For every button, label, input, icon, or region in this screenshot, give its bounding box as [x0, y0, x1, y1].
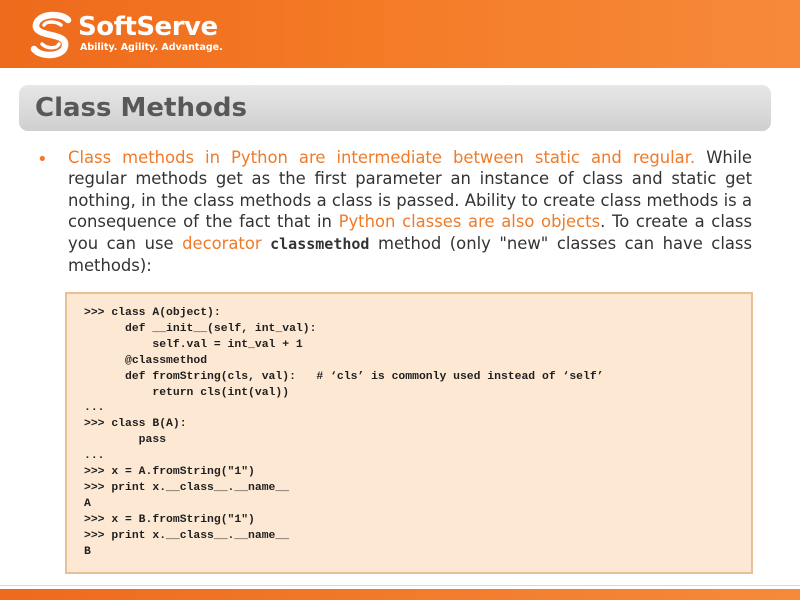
brand-tagline: Ability. Agility. Advantage.	[80, 42, 223, 53]
code-listing: >>> class A(object): def __init__(self, int_val): self.val = int_val + 1 @classmethod def fromString(cls, val): # ‘cls’ is commonly used instead of ‘self’ return cls(int(val)) ... >>> class B(A): pass ... >>> x = A.fromString("1") >>> print x.__class__.__name__ A >>> x = B.fromString("1") >>> print x.__class__.__name__ B	[84, 307, 604, 558]
brand-name: SoftServe	[78, 12, 218, 42]
paragraph-text-2: . To create a class you can use	[68, 212, 752, 253]
paragraph-space	[262, 234, 271, 253]
slide-title: Class Methods	[35, 93, 247, 123]
title-bar	[19, 85, 771, 131]
paragraph-text-3: method (only "new" classes can have class methods):	[68, 233, 752, 276]
paragraph-text-1: While regular methods get as the first parameter an instance of class and static get nothing, in the class methods a class is passed. Ability to create class methods is a consequence of the fact that in	[68, 148, 753, 232]
code-block	[65, 292, 753, 574]
softserve-logo	[28, 9, 243, 61]
inline-code-classmethod: classmethod	[270, 234, 370, 253]
highlight-intro: Class methods in Python are intermediate between static and regular.	[68, 148, 696, 167]
footer-divider	[0, 585, 800, 586]
footer-bar	[0, 589, 800, 600]
header-bar	[0, 0, 800, 68]
softserve-swirl-icon	[28, 11, 76, 59]
highlight-decorator: decorator	[182, 233, 262, 253]
bullet-icon: •	[37, 149, 48, 170]
highlight-python-classes: Python classes are also objects	[338, 212, 601, 232]
bullet-paragraph	[68, 147, 752, 276]
